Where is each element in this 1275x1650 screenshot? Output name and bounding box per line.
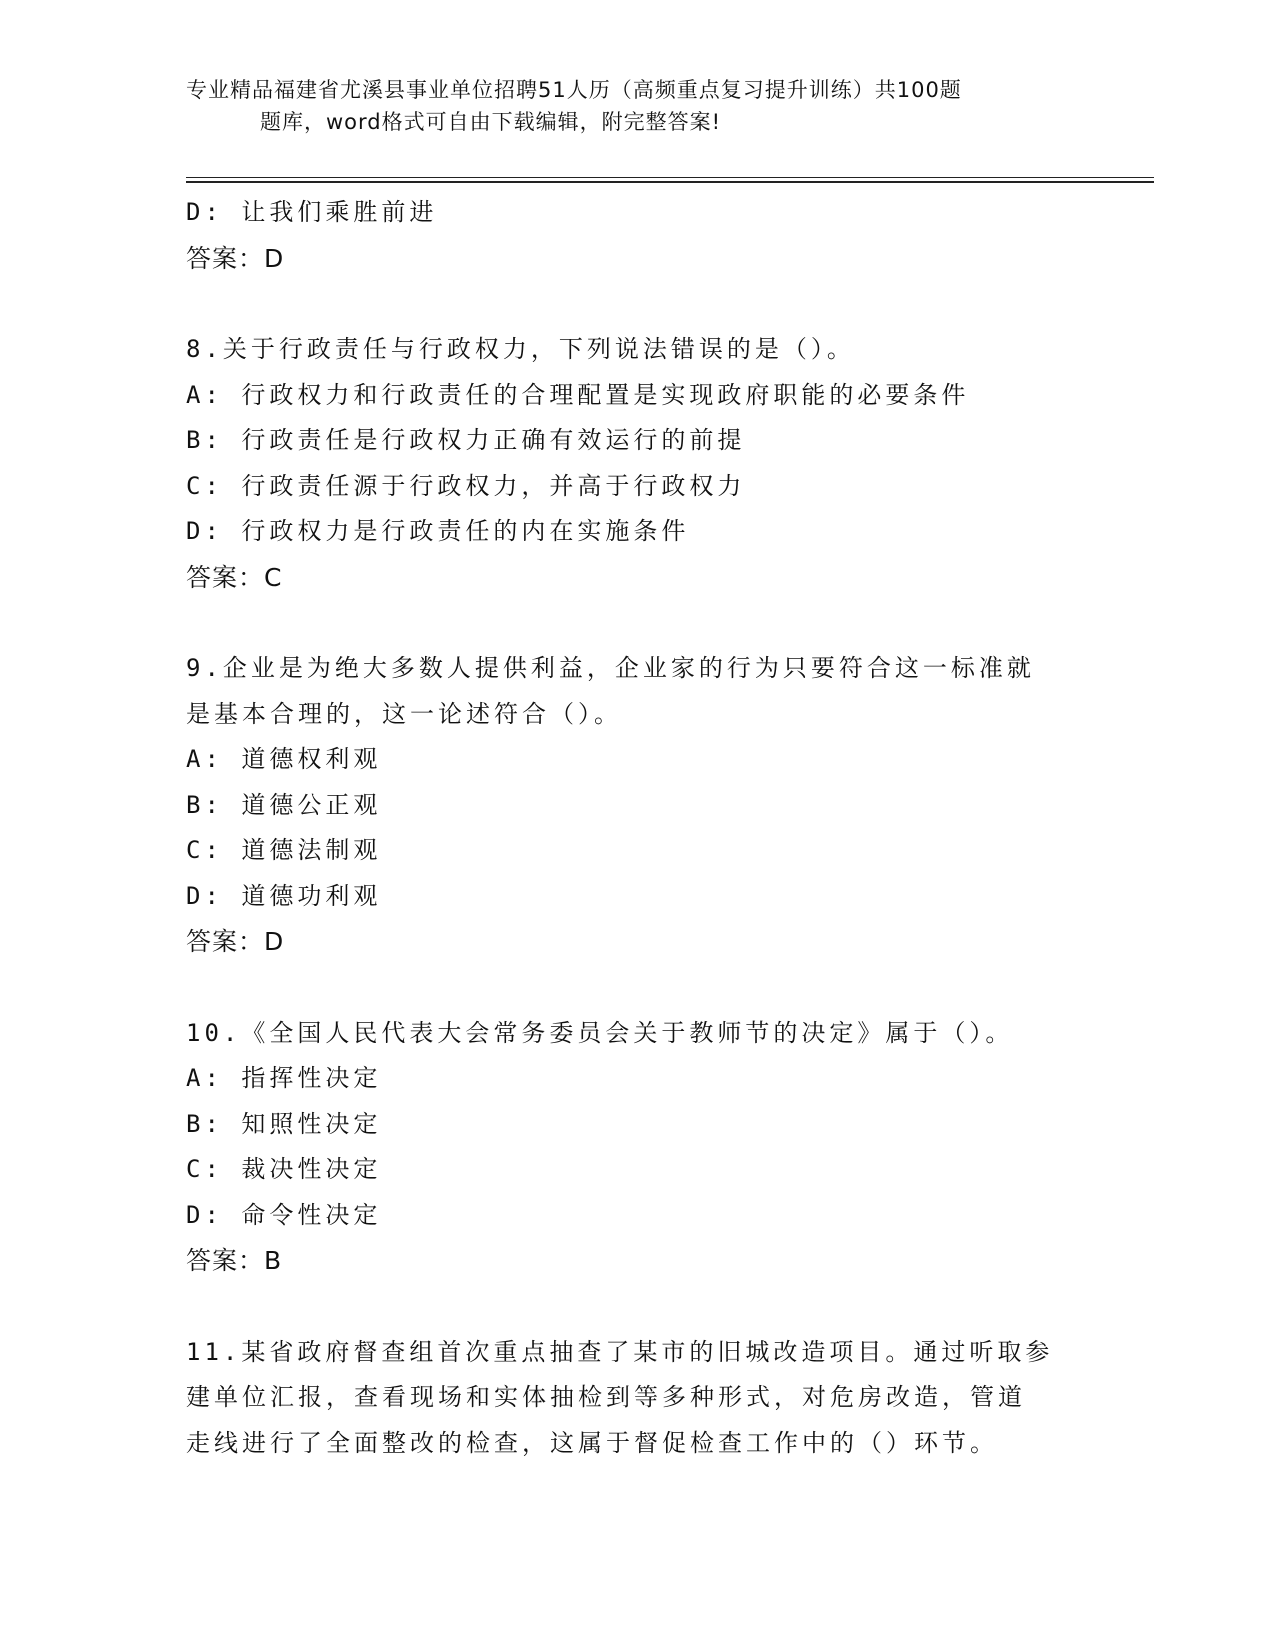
document-header: [186, 74, 1086, 138]
option-line: [186, 464, 1086, 510]
option-text: 道德权利观: [241, 745, 382, 773]
option-line: [186, 373, 1086, 419]
option-label: C:: [186, 471, 223, 500]
option-label: D:: [186, 198, 223, 226]
option-label: C:: [186, 836, 223, 864]
option-line: [186, 1056, 1086, 1102]
option-label: B:: [186, 790, 223, 819]
option-text: 命令性决定: [241, 1200, 382, 1229]
question-11: [186, 1330, 1086, 1467]
question-stem: 建单位汇报，查看现场和实体抽检到等多种形式，对危房改造，管道: [186, 1383, 1026, 1411]
spacer: [186, 281, 1086, 327]
header-line-2: 题库，word格式可自由下载编辑，附完整答案!: [260, 110, 722, 134]
option-line: [186, 1102, 1086, 1148]
spacer: [186, 1284, 1086, 1330]
option-text: 行政责任源于行政权力，并高于行政权力: [241, 471, 746, 500]
option-text: 行政责任是行政权力正确有效运行的前提: [241, 426, 746, 454]
option-line: [186, 1193, 1086, 1239]
option-text: 行政权力和行政责任的合理配置是实现政府职能的必要条件: [241, 380, 970, 409]
option-text: 知照性决定: [241, 1109, 382, 1138]
option-text: 道德法制观: [241, 836, 382, 864]
previous-question-tail: [186, 190, 1086, 281]
option-label: B:: [186, 1109, 223, 1138]
answer-line: 答案：B: [186, 1246, 283, 1275]
spacer: [186, 600, 1086, 646]
question-10: [186, 1011, 1086, 1284]
question-list: [186, 190, 1086, 1466]
option-label: A:: [186, 1064, 223, 1092]
spacer: [186, 965, 1086, 1011]
option-text: 道德公正观: [241, 790, 382, 819]
option-line: [186, 783, 1086, 829]
option-label: D:: [186, 1200, 223, 1229]
option-label: A:: [186, 745, 223, 773]
question-stem: 8.关于行政责任与行政权力，下列说法错误的是（）。: [186, 335, 855, 363]
option-line: [186, 509, 1086, 555]
option-label: C:: [186, 1155, 223, 1183]
option-label: D:: [186, 881, 223, 910]
option-line: [186, 874, 1086, 920]
option-line: [186, 828, 1086, 874]
option-label: A:: [186, 380, 223, 409]
header-line-1: 专业精品福建省尤溪县事业单位招聘51人历（高频重点复习提升训练）共100题: [186, 78, 962, 102]
answer-line: 答案：D: [186, 243, 285, 273]
option-label: B:: [186, 426, 223, 454]
question-8: [186, 327, 1086, 600]
question-stem: 9.企业是为绝大多数人提供利益，企业家的行为只要符合这一标准就: [186, 654, 1035, 682]
option-text: 道德功利观: [241, 881, 382, 910]
question-stem: 走线进行了全面整改的检查，这属于督促检查工作中的（）环节。: [186, 1428, 998, 1457]
header-rule-thin: [186, 177, 1154, 178]
question-stem: 10.《全国人民代表大会常务委员会关于教师节的决定》属于（）。: [186, 1018, 1014, 1047]
header-rule-thick: [186, 181, 1154, 183]
option-text: 行政权力是行政责任的内在实施条件: [241, 517, 690, 545]
question-stem: 是基本合理的，这一论述符合（）。: [186, 699, 622, 728]
question-stem: 11.某省政府督查组首次重点抽查了某市的旧城改造项目。通过听取参: [186, 1337, 1054, 1366]
option-text: 指挥性决定: [241, 1064, 382, 1092]
option-line: [186, 418, 1086, 464]
option-line: [186, 190, 1086, 236]
option-line: [186, 1147, 1086, 1193]
option-line: [186, 737, 1086, 783]
question-9: [186, 646, 1086, 965]
option-text: 让我们乘胜前进: [241, 198, 438, 226]
answer-line: 答案：C: [186, 562, 283, 592]
option-text: 裁决性决定: [241, 1155, 382, 1183]
option-label: D:: [186, 517, 223, 545]
answer-line: 答案：D: [186, 927, 285, 956]
